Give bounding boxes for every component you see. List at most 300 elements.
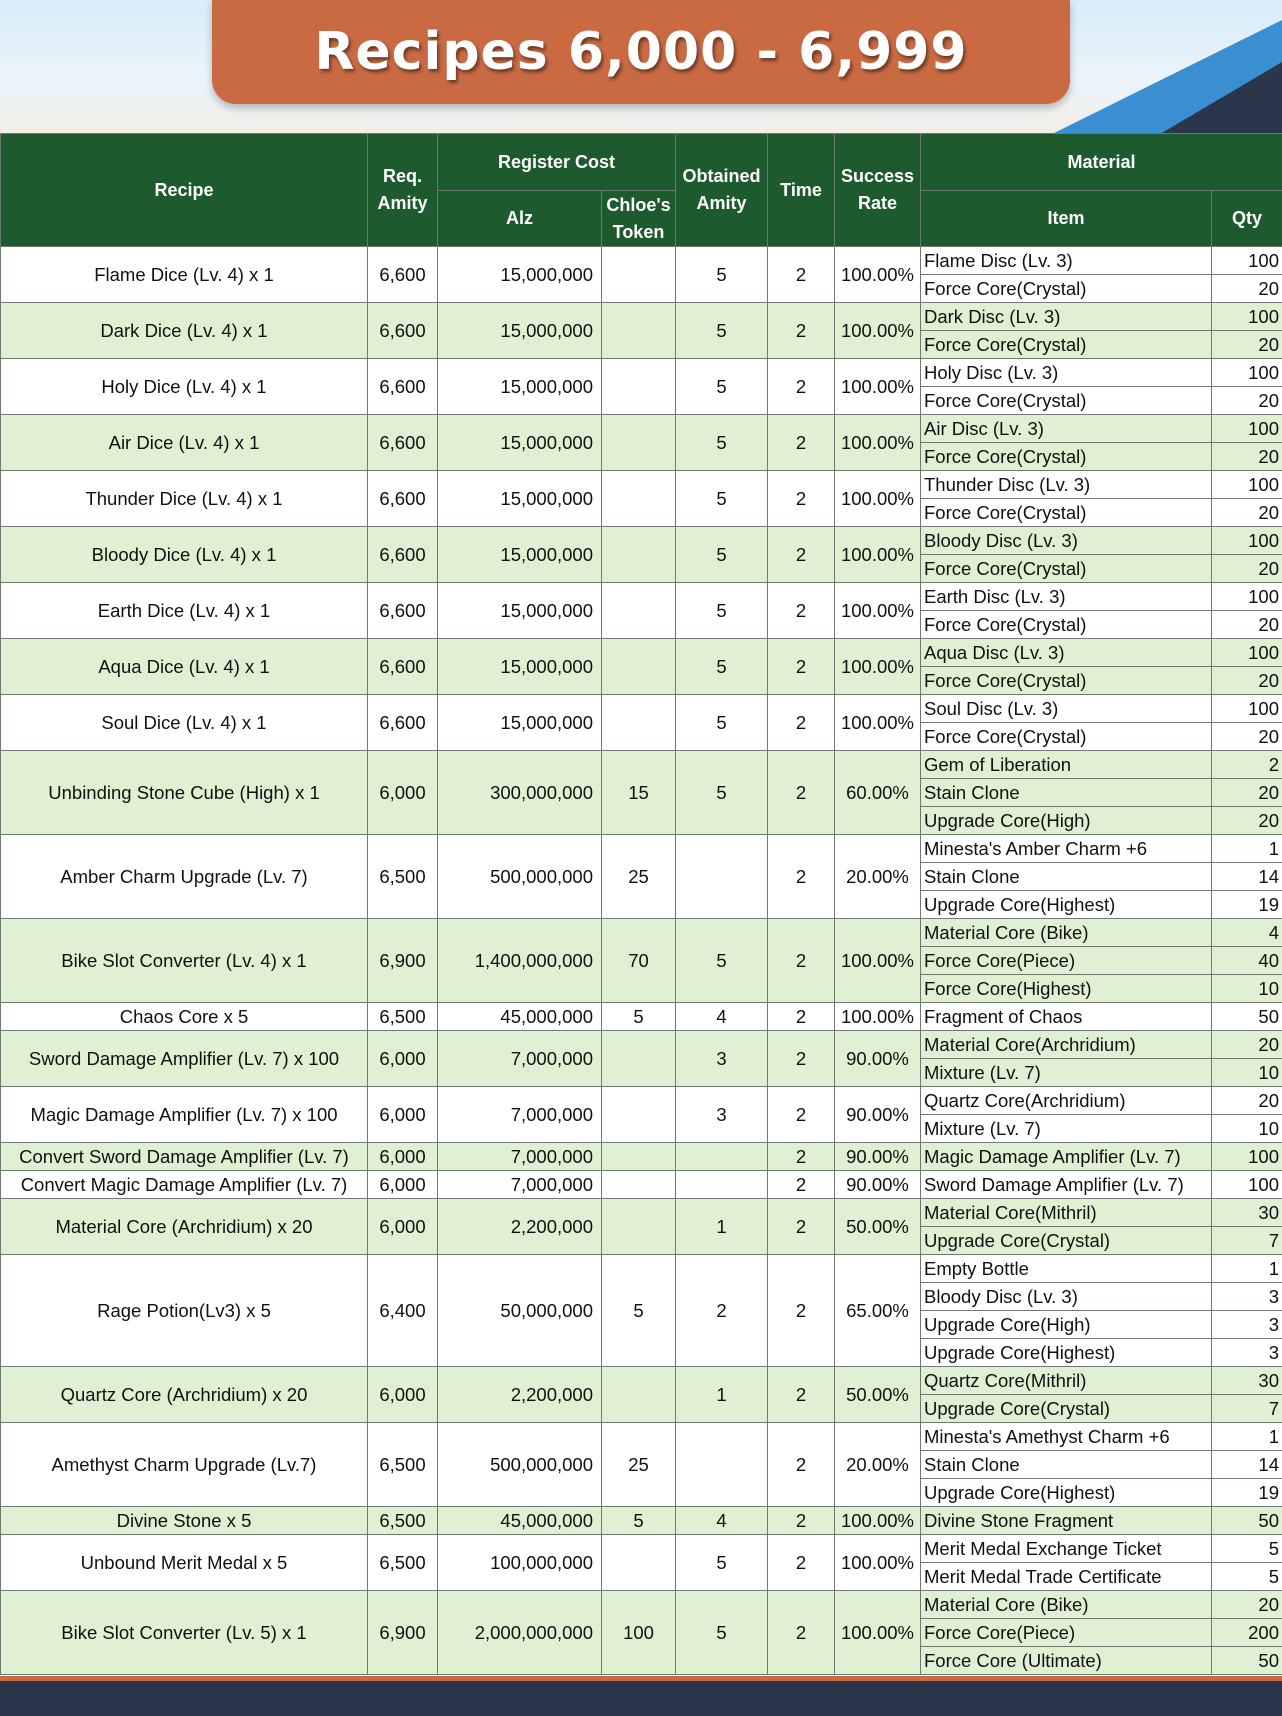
time-cell: 2 (768, 583, 835, 639)
header-qty: Qty (1212, 191, 1282, 247)
material-item-cell: Material Core(Archridium) (921, 1031, 1212, 1059)
alz-cell: 500,000,000 (438, 1423, 602, 1507)
material-qty-cell: 10 (1212, 1115, 1282, 1143)
chloe-token-cell (602, 695, 676, 751)
material-item-cell: Force Core (Ultimate) (921, 1647, 1212, 1675)
material-qty-cell: 3 (1212, 1339, 1282, 1367)
material-item-cell: Quartz Core(Archridium) (921, 1087, 1212, 1115)
obtained-amity-cell (676, 1423, 768, 1507)
material-qty-cell: 100 (1212, 303, 1282, 331)
obtained-amity-cell: 5 (676, 247, 768, 303)
success-rate-cell: 100.00% (835, 639, 921, 695)
recipe-name-cell: Unbound Merit Medal x 5 (1, 1535, 368, 1591)
material-qty-cell: 1 (1212, 1423, 1282, 1451)
material-item-cell: Force Core(Crystal) (921, 499, 1212, 527)
header-chloe-token: Chloe's Token (602, 191, 676, 247)
obtained-amity-cell: 3 (676, 1031, 768, 1087)
material-qty-cell: 100 (1212, 359, 1282, 387)
material-item-cell: Dark Disc (Lv. 3) (921, 303, 1212, 331)
material-item-cell: Stain Clone (921, 863, 1212, 891)
success-rate-cell: 50.00% (835, 1199, 921, 1255)
obtained-amity-cell: 5 (676, 415, 768, 471)
recipe-name-cell: Soul Dice (Lv. 4) x 1 (1, 695, 368, 751)
material-item-cell: Material Core(Mithril) (921, 1199, 1212, 1227)
success-rate-cell: 60.00% (835, 751, 921, 835)
obtained-amity-cell (676, 1143, 768, 1171)
success-rate-cell: 100.00% (835, 527, 921, 583)
obtained-amity-cell (676, 835, 768, 919)
success-rate-cell: 100.00% (835, 247, 921, 303)
material-qty-cell: 20 (1212, 275, 1282, 303)
chloe-token-cell: 15 (602, 751, 676, 835)
time-cell: 2 (768, 639, 835, 695)
success-rate-cell: 90.00% (835, 1087, 921, 1143)
material-qty-cell: 3 (1212, 1283, 1282, 1311)
obtained-amity-cell: 5 (676, 471, 768, 527)
req-amity-cell: 6,000 (368, 1031, 438, 1087)
material-qty-cell: 20 (1212, 807, 1282, 835)
alz-cell: 7,000,000 (438, 1031, 602, 1087)
material-item-cell: Upgrade Core(Crystal) (921, 1227, 1212, 1255)
req-amity-cell: 6,600 (368, 471, 438, 527)
alz-cell: 15,000,000 (438, 527, 602, 583)
page-title: Recipes 6,000 - 6,999 (314, 22, 968, 82)
alz-cell: 15,000,000 (438, 415, 602, 471)
chloe-token-cell (602, 303, 676, 359)
recipe-name-cell: Unbinding Stone Cube (High) x 1 (1, 751, 368, 835)
material-qty-cell: 200 (1212, 1619, 1282, 1647)
alz-cell: 15,000,000 (438, 471, 602, 527)
chloe-token-cell: 25 (602, 835, 676, 919)
header-time: Time (768, 134, 835, 247)
req-amity-cell: 6,600 (368, 583, 438, 639)
table-row (1, 1255, 1282, 1283)
recipe-name-cell: Convert Sword Damage Amplifier (Lv. 7) (1, 1143, 368, 1171)
table-row (1, 1367, 1282, 1395)
material-item-cell: Stain Clone (921, 779, 1212, 807)
time-cell: 2 (768, 527, 835, 583)
table-row (1, 751, 1282, 779)
req-amity-cell: 6,600 (368, 303, 438, 359)
material-qty-cell: 40 (1212, 947, 1282, 975)
recipe-name-cell: Holy Dice (Lv. 4) x 1 (1, 359, 368, 415)
material-item-cell: Flame Disc (Lv. 3) (921, 247, 1212, 275)
table-row (1, 471, 1282, 499)
time-cell: 2 (768, 303, 835, 359)
chloe-token-cell (602, 247, 676, 303)
obtained-amity-cell: 1 (676, 1199, 768, 1255)
material-qty-cell: 5 (1212, 1535, 1282, 1563)
req-amity-cell: 6,600 (368, 527, 438, 583)
material-qty-cell: 7 (1212, 1227, 1282, 1255)
recipe-name-cell: Flame Dice (Lv. 4) x 1 (1, 247, 368, 303)
time-cell: 2 (768, 1003, 835, 1031)
material-qty-cell: 100 (1212, 583, 1282, 611)
material-qty-cell: 20 (1212, 667, 1282, 695)
chloe-token-cell: 100 (602, 1591, 676, 1675)
recipe-name-cell: Air Dice (Lv. 4) x 1 (1, 415, 368, 471)
material-qty-cell: 100 (1212, 471, 1282, 499)
obtained-amity-cell: 3 (676, 1087, 768, 1143)
req-amity-cell: 6,900 (368, 1591, 438, 1675)
obtained-amity-cell: 2 (676, 1255, 768, 1367)
material-item-cell: Force Core(Crystal) (921, 275, 1212, 303)
material-qty-cell: 20 (1212, 443, 1282, 471)
material-item-cell: Empty Bottle (921, 1255, 1212, 1283)
material-item-cell: Bloody Disc (Lv. 3) (921, 1283, 1212, 1311)
obtained-amity-cell: 5 (676, 639, 768, 695)
material-qty-cell: 100 (1212, 527, 1282, 555)
table-row (1, 1507, 1282, 1535)
table-row (1, 583, 1282, 611)
time-cell: 2 (768, 1507, 835, 1535)
time-cell: 2 (768, 359, 835, 415)
material-qty-cell: 30 (1212, 1367, 1282, 1395)
table-row (1, 1003, 1282, 1031)
chloe-token-cell (602, 1367, 676, 1423)
chloe-token-cell (602, 359, 676, 415)
table-row (1, 695, 1282, 723)
alz-cell: 100,000,000 (438, 1535, 602, 1591)
material-qty-cell: 2 (1212, 751, 1282, 779)
material-item-cell: Force Core(Crystal) (921, 331, 1212, 359)
recipe-name-cell: Amethyst Charm Upgrade (Lv.7) (1, 1423, 368, 1507)
material-item-cell: Upgrade Core(High) (921, 807, 1212, 835)
chloe-token-cell (602, 583, 676, 639)
time-cell: 2 (768, 1031, 835, 1087)
material-qty-cell: 1 (1212, 835, 1282, 863)
material-qty-cell: 50 (1212, 1647, 1282, 1675)
header-item: Item (921, 191, 1212, 247)
recipe-name-cell: Magic Damage Amplifier (Lv. 7) x 100 (1, 1087, 368, 1143)
material-item-cell: Force Core(Crystal) (921, 443, 1212, 471)
material-qty-cell: 20 (1212, 555, 1282, 583)
obtained-amity-cell (676, 1171, 768, 1199)
material-qty-cell: 20 (1212, 331, 1282, 359)
material-item-cell: Air Disc (Lv. 3) (921, 415, 1212, 443)
material-qty-cell: 100 (1212, 695, 1282, 723)
material-qty-cell: 20 (1212, 1591, 1282, 1619)
material-item-cell: Force Core(Highest) (921, 975, 1212, 1003)
material-item-cell: Force Core(Crystal) (921, 611, 1212, 639)
alz-cell: 15,000,000 (438, 247, 602, 303)
material-item-cell: Thunder Disc (Lv. 3) (921, 471, 1212, 499)
req-amity-cell: 6,600 (368, 639, 438, 695)
recipe-name-cell: Material Core (Archridium) x 20 (1, 1199, 368, 1255)
obtained-amity-cell: 5 (676, 359, 768, 415)
material-qty-cell: 19 (1212, 891, 1282, 919)
material-qty-cell: 20 (1212, 779, 1282, 807)
req-amity-cell: 6,500 (368, 1423, 438, 1507)
time-cell: 2 (768, 471, 835, 527)
recipe-name-cell: Chaos Core x 5 (1, 1003, 368, 1031)
material-item-cell: Mixture (Lv. 7) (921, 1059, 1212, 1087)
header-material: Material (921, 134, 1282, 191)
alz-cell: 300,000,000 (438, 751, 602, 835)
table-row (1, 919, 1282, 947)
req-amity-cell: 6,900 (368, 919, 438, 1003)
header-success-rate: Success Rate (835, 134, 921, 247)
material-qty-cell: 100 (1212, 1143, 1282, 1171)
table-row (1, 1087, 1282, 1115)
time-cell: 2 (768, 1255, 835, 1367)
time-cell: 2 (768, 835, 835, 919)
material-item-cell: Upgrade Core(Highest) (921, 1339, 1212, 1367)
req-amity-cell: 6,000 (368, 1367, 438, 1423)
footer-bar (0, 1676, 1282, 1716)
material-qty-cell: 100 (1212, 639, 1282, 667)
material-qty-cell: 4 (1212, 919, 1282, 947)
material-qty-cell: 14 (1212, 1451, 1282, 1479)
material-item-cell: Quartz Core(Mithril) (921, 1367, 1212, 1395)
req-amity-cell: 6,500 (368, 1507, 438, 1535)
material-item-cell: Divine Stone Fragment (921, 1507, 1212, 1535)
obtained-amity-cell: 5 (676, 303, 768, 359)
chloe-token-cell (602, 1087, 676, 1143)
success-rate-cell: 100.00% (835, 1591, 921, 1675)
header-req-amity: Req. Amity (368, 134, 438, 247)
table-row (1, 415, 1282, 443)
time-cell: 2 (768, 1535, 835, 1591)
material-item-cell: Aqua Disc (Lv. 3) (921, 639, 1212, 667)
time-cell: 2 (768, 919, 835, 1003)
header-recipe: Recipe (1, 134, 368, 247)
material-qty-cell: 100 (1212, 247, 1282, 275)
recipe-name-cell: Rage Potion(Lv3) x 5 (1, 1255, 368, 1367)
success-rate-cell: 100.00% (835, 359, 921, 415)
obtained-amity-cell: 5 (676, 583, 768, 639)
table-row (1, 1199, 1282, 1227)
material-item-cell: Minesta's Amber Charm +6 (921, 835, 1212, 863)
alz-cell: 2,200,000 (438, 1367, 602, 1423)
material-item-cell: Upgrade Core(Highest) (921, 1479, 1212, 1507)
material-item-cell: Upgrade Core(Crystal) (921, 1395, 1212, 1423)
req-amity-cell: 6,000 (368, 751, 438, 835)
obtained-amity-cell: 5 (676, 1535, 768, 1591)
material-item-cell: Mixture (Lv. 7) (921, 1115, 1212, 1143)
chloe-token-cell (602, 1199, 676, 1255)
alz-cell: 2,000,000,000 (438, 1591, 602, 1675)
alz-cell: 2,200,000 (438, 1199, 602, 1255)
recipe-name-cell: Divine Stone x 5 (1, 1507, 368, 1535)
chloe-token-cell (602, 1171, 676, 1199)
material-item-cell: Sword Damage Amplifier (Lv. 7) (921, 1171, 1212, 1199)
recipe-name-cell: Aqua Dice (Lv. 4) x 1 (1, 639, 368, 695)
success-rate-cell: 100.00% (835, 415, 921, 471)
table-row (1, 1591, 1282, 1619)
material-qty-cell: 10 (1212, 975, 1282, 1003)
alz-cell: 500,000,000 (438, 835, 602, 919)
recipe-name-cell: Thunder Dice (Lv. 4) x 1 (1, 471, 368, 527)
material-item-cell: Holy Disc (Lv. 3) (921, 359, 1212, 387)
success-rate-cell: 100.00% (835, 695, 921, 751)
material-item-cell: Magic Damage Amplifier (Lv. 7) (921, 1143, 1212, 1171)
req-amity-cell: 6,500 (368, 1535, 438, 1591)
alz-cell: 1,400,000,000 (438, 919, 602, 1003)
alz-cell: 15,000,000 (438, 695, 602, 751)
req-amity-cell: 6,600 (368, 247, 438, 303)
material-item-cell: Soul Disc (Lv. 3) (921, 695, 1212, 723)
material-qty-cell: 100 (1212, 415, 1282, 443)
material-qty-cell: 5 (1212, 1563, 1282, 1591)
success-rate-cell: 100.00% (835, 1507, 921, 1535)
success-rate-cell: 100.00% (835, 583, 921, 639)
chloe-token-cell: 25 (602, 1423, 676, 1507)
table-row (1, 359, 1282, 387)
chloe-token-cell (602, 471, 676, 527)
material-item-cell: Minesta's Amethyst Charm +6 (921, 1423, 1212, 1451)
alz-cell: 15,000,000 (438, 583, 602, 639)
material-item-cell: Upgrade Core(Highest) (921, 891, 1212, 919)
table-row (1, 1031, 1282, 1059)
req-amity-cell: 6,500 (368, 1003, 438, 1031)
alz-cell: 45,000,000 (438, 1507, 602, 1535)
material-item-cell: Stain Clone (921, 1451, 1212, 1479)
material-item-cell: Bloody Disc (Lv. 3) (921, 527, 1212, 555)
material-qty-cell: 7 (1212, 1395, 1282, 1423)
chloe-token-cell: 5 (602, 1507, 676, 1535)
table-row (1, 1535, 1282, 1563)
recipe-name-cell: Quartz Core (Archridium) x 20 (1, 1367, 368, 1423)
recipes-table-container (0, 133, 1282, 1676)
chloe-token-cell: 70 (602, 919, 676, 1003)
time-cell: 2 (768, 1591, 835, 1675)
alz-cell: 7,000,000 (438, 1143, 602, 1171)
material-item-cell: Force Core(Crystal) (921, 723, 1212, 751)
chloe-token-cell (602, 527, 676, 583)
obtained-amity-cell: 5 (676, 751, 768, 835)
time-cell: 2 (768, 1367, 835, 1423)
time-cell: 2 (768, 415, 835, 471)
success-rate-cell: 20.00% (835, 1423, 921, 1507)
req-amity-cell: 6,000 (368, 1143, 438, 1171)
material-qty-cell: 20 (1212, 1087, 1282, 1115)
recipe-name-cell: Dark Dice (Lv. 4) x 1 (1, 303, 368, 359)
material-item-cell: Material Core (Bike) (921, 1591, 1212, 1619)
chloe-token-cell (602, 639, 676, 695)
material-item-cell: Gem of Liberation (921, 751, 1212, 779)
table-row (1, 247, 1282, 275)
success-rate-cell: 50.00% (835, 1367, 921, 1423)
material-item-cell: Merit Medal Exchange Ticket (921, 1535, 1212, 1563)
recipe-name-cell: Convert Magic Damage Amplifier (Lv. 7) (1, 1171, 368, 1199)
material-item-cell: Force Core(Crystal) (921, 387, 1212, 415)
recipe-name-cell: Sword Damage Amplifier (Lv. 7) x 100 (1, 1031, 368, 1087)
recipes-table (0, 133, 1282, 1675)
chloe-token-cell (602, 1031, 676, 1087)
title-banner (212, 0, 1070, 104)
time-cell: 2 (768, 247, 835, 303)
chloe-token-cell: 5 (602, 1255, 676, 1367)
success-rate-cell: 90.00% (835, 1031, 921, 1087)
header-alz: Alz (438, 191, 602, 247)
material-qty-cell: 20 (1212, 611, 1282, 639)
table-row (1, 527, 1282, 555)
material-qty-cell: 20 (1212, 387, 1282, 415)
time-cell: 2 (768, 751, 835, 835)
recipe-name-cell: Amber Charm Upgrade (Lv. 7) (1, 835, 368, 919)
time-cell: 2 (768, 1423, 835, 1507)
obtained-amity-cell: 5 (676, 695, 768, 751)
material-qty-cell: 3 (1212, 1311, 1282, 1339)
alz-cell: 15,000,000 (438, 359, 602, 415)
material-item-cell: Force Core(Crystal) (921, 555, 1212, 583)
obtained-amity-cell: 4 (676, 1003, 768, 1031)
table-row (1, 1143, 1282, 1171)
alz-cell: 45,000,000 (438, 1003, 602, 1031)
table-row (1, 1423, 1282, 1451)
alz-cell: 15,000,000 (438, 303, 602, 359)
header-register-cost: Register Cost (438, 134, 676, 191)
material-qty-cell: 30 (1212, 1199, 1282, 1227)
alz-cell: 7,000,000 (438, 1171, 602, 1199)
material-item-cell: Earth Disc (Lv. 3) (921, 583, 1212, 611)
success-rate-cell: 100.00% (835, 1535, 921, 1591)
req-amity-cell: 6,600 (368, 415, 438, 471)
recipe-name-cell: Bike Slot Converter (Lv. 5) x 1 (1, 1591, 368, 1675)
material-qty-cell: 14 (1212, 863, 1282, 891)
time-cell: 2 (768, 1087, 835, 1143)
material-qty-cell: 20 (1212, 499, 1282, 527)
success-rate-cell: 100.00% (835, 303, 921, 359)
material-item-cell: Upgrade Core(High) (921, 1311, 1212, 1339)
material-qty-cell: 20 (1212, 1031, 1282, 1059)
success-rate-cell: 20.00% (835, 835, 921, 919)
time-cell: 2 (768, 695, 835, 751)
req-amity-cell: 6,000 (368, 1087, 438, 1143)
success-rate-cell: 90.00% (835, 1143, 921, 1171)
table-row (1, 835, 1282, 863)
chloe-token-cell (602, 1535, 676, 1591)
material-item-cell: Force Core(Crystal) (921, 667, 1212, 695)
material-qty-cell: 20 (1212, 723, 1282, 751)
chloe-token-cell (602, 415, 676, 471)
time-cell: 2 (768, 1143, 835, 1171)
req-amity-cell: 6,600 (368, 359, 438, 415)
recipe-name-cell: Earth Dice (Lv. 4) x 1 (1, 583, 368, 639)
chloe-token-cell: 5 (602, 1003, 676, 1031)
obtained-amity-cell: 1 (676, 1367, 768, 1423)
material-qty-cell: 50 (1212, 1507, 1282, 1535)
success-rate-cell: 65.00% (835, 1255, 921, 1367)
recipes-table-body (1, 247, 1282, 1675)
material-item-cell: Fragment of Chaos (921, 1003, 1212, 1031)
material-qty-cell: 1 (1212, 1255, 1282, 1283)
obtained-amity-cell: 5 (676, 527, 768, 583)
time-cell: 2 (768, 1171, 835, 1199)
obtained-amity-cell: 5 (676, 1591, 768, 1675)
success-rate-cell: 100.00% (835, 919, 921, 1003)
req-amity-cell: 6,000 (368, 1171, 438, 1199)
req-amity-cell: 6,600 (368, 695, 438, 751)
obtained-amity-cell: 5 (676, 919, 768, 1003)
table-row (1, 1171, 1282, 1199)
time-cell: 2 (768, 1199, 835, 1255)
alz-cell: 7,000,000 (438, 1087, 602, 1143)
material-qty-cell: 19 (1212, 1479, 1282, 1507)
obtained-amity-cell: 4 (676, 1507, 768, 1535)
table-row (1, 639, 1282, 667)
req-amity-cell: 6,400 (368, 1255, 438, 1367)
alz-cell: 15,000,000 (438, 639, 602, 695)
req-amity-cell: 6,000 (368, 1199, 438, 1255)
recipe-name-cell: Bloody Dice (Lv. 4) x 1 (1, 527, 368, 583)
material-item-cell: Material Core (Bike) (921, 919, 1212, 947)
material-item-cell: Merit Medal Trade Certificate (921, 1563, 1212, 1591)
table-row (1, 303, 1282, 331)
material-item-cell: Force Core(Piece) (921, 1619, 1212, 1647)
header-obtained-amity: Obtained Amity (676, 134, 768, 247)
